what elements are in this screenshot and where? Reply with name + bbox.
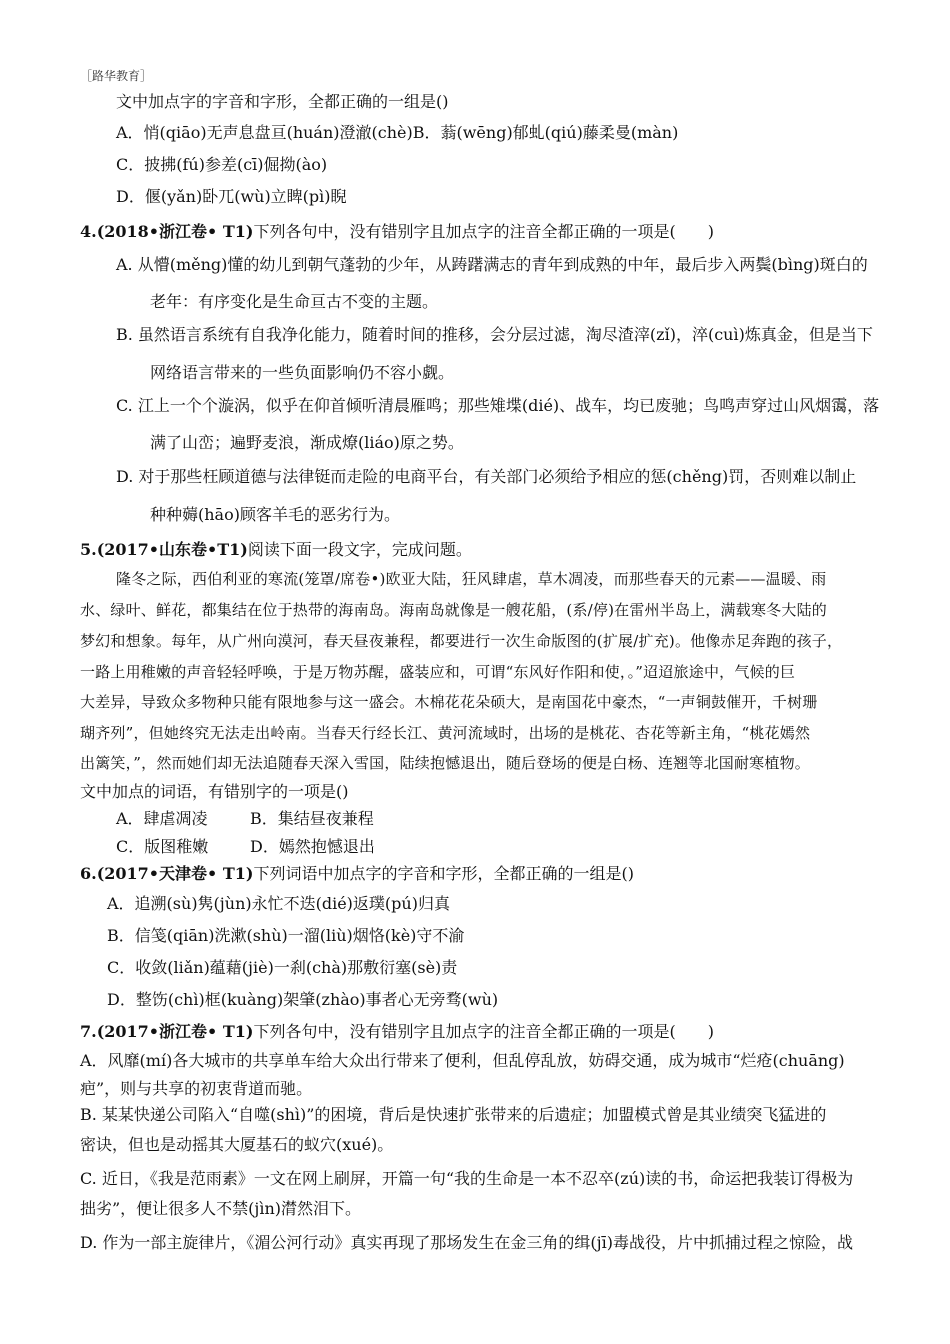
q7-label: 7.(2017•浙江卷• T1) bbox=[80, 1022, 254, 1041]
q4-option-b-line2: 网络语言带来的一些负面影响仍不容小觑。 bbox=[150, 363, 455, 382]
q4-option-b-line1: B. 虽然语言系统有自我净化能力，随着时间的推移，会分层过滤，淘尽渣滓(zǐ)，淬(cuì)炼真金，但是当下 bbox=[116, 325, 873, 344]
q3-option-ab: A．悄(qiāo)无声息盘亘(huán)澄澈(chè)B．蓊(wēng)郁虬(qiú)藤柔曼(màn) bbox=[116, 123, 679, 142]
q6-label: 6.(2017•天津卷• T1) bbox=[80, 864, 254, 883]
q7-stem: 下列各句中，没有错别字且加点字的注音全都正确的一项是( ) bbox=[253, 1022, 714, 1041]
q5-passage-line: 水、绿叶、鲜花，都集结在位于热带的海南岛。海南岛就像是一艘花船，(系/停)在雷州半岛上，满载寒冬大陆的 bbox=[80, 601, 827, 619]
q6-option-d: D．整饬(chì)框(kuàng)架肇(zhào)事者心无旁骛(wù) bbox=[107, 990, 499, 1009]
q4-question bbox=[80, 222, 714, 242]
q6-option-c: C．收敛(liǎn)蕴藉(jiè)一刹(chà)那敷衍塞(sè)责 bbox=[107, 958, 458, 977]
q5-passage-line: 出篱笑，”，然而她们却无法追随春天深入雪国，陆续抱憾退出，随后登场的便是白杨、连翘等北国耐寒植物。 bbox=[80, 754, 810, 772]
q7-option-c-line2: 拙劣”，便让很多人不禁(jìn)潸然泪下。 bbox=[80, 1199, 362, 1218]
q5-stem: 阅读下面一段文字，完成问题。 bbox=[247, 540, 472, 559]
q3-option-c: C．披拂(fú)参差(cī)倔拗(ào) bbox=[116, 155, 328, 174]
q7-option-b-line1: B. 某某快递公司陷入“自噬(shì)”的困境，背后是快速扩张带来的后遗症；加盟模式曾是其业绩突飞猛进的 bbox=[80, 1105, 827, 1124]
q7-question bbox=[80, 1022, 714, 1042]
q7-option-a-line2: 疤”，则与共享的初衷背道而驰。 bbox=[80, 1079, 313, 1098]
q5-passage-line: 大差异，导致众多物种只能有限地参与这一盛会。木棉花花朵硕大，是南国花中豪杰，“一声铜鼓催开，千树珊 bbox=[80, 693, 818, 711]
q4-option-a-line1: A. 从懵(měng)懂的幼儿到朝气蓬勃的少年，从踌躇满志的青年到成熟的中年，最后步入两鬓(bìng)斑白的 bbox=[116, 255, 868, 274]
q4-label: 4.(2018•浙江卷• T1) bbox=[80, 222, 254, 241]
q4-stem: 下列各句中，没有错别字且加点字的注音全都正确的一项是( ) bbox=[253, 222, 714, 241]
q6-question bbox=[80, 864, 634, 884]
q6-option-b: B．信笺(qiān)洗漱(shù)一溜(liù)烟恪(kè)守不渝 bbox=[107, 926, 465, 945]
q6-option-a: A．追溯(sù)隽(jùn)永忙不迭(dié)返璞(pú)归真 bbox=[107, 894, 450, 913]
q5-passage-line: 瑚齐列”，但她终究无法走出岭南。当春天行经长江、黄河流域时，出场的是桃花、杏花等新主角，“桃花嫣然 bbox=[80, 724, 811, 742]
q5-passage-line: 一路上用稚嫩的声音轻轻呼唤，于是万物苏醒，盛装应和，可谓“东风好作阳和使，。”迢迢旅途中，气候的巨 bbox=[80, 663, 796, 681]
source-header: ［路华教育］ bbox=[80, 69, 153, 83]
q7-option-d-line1: D. 作为一部主旋律片，《湄公河行动》真实再现了那场发生在金三角的缉(jī)毒战役，片中抓捕过程之惊险，战 bbox=[80, 1233, 853, 1252]
q7-option-b-line2: 密诀，但也是动摇其大厦基石的蚁穴(xué)。 bbox=[80, 1135, 394, 1154]
q3-stem: 文中加点字的字音和字形，全都正确的一组是() bbox=[116, 92, 449, 111]
q5-passage-line: 梦幻和想象。每年，从广州向漠河，春天昼夜兼程，都要进行一次生命版图的(扩展/扩充)。他像赤足奔跑的孩子， bbox=[80, 632, 843, 650]
q5-passage-line: 隆冬之际，西伯利亚的寒流(笼罩/席卷•)欧亚大陆，狂风肆虐，草木凋凌，而那些春天的元素——温暖、雨 bbox=[116, 570, 827, 588]
q5-option-d: D．嫣然抱憾退出 bbox=[250, 837, 375, 856]
q5-option-a: A．肆虐凋凌 bbox=[116, 809, 208, 828]
q5-question bbox=[80, 540, 472, 560]
q4-option-d-line1: D. 对于那些枉顾道德与法律铤而走险的电商平台，有关部门必须给予相应的惩(chěng)罚，否则难以制止 bbox=[116, 467, 857, 486]
q4-option-a-line2: 老年：有序变化是生命亘古不变的主题。 bbox=[150, 292, 439, 311]
q5-option-b: B．集结昼夜兼程 bbox=[250, 809, 374, 828]
q5-stem2: 文中加点的词语，有错别字的一项是() bbox=[80, 782, 349, 801]
q3-option-d: D．偃(yǎn)卧兀(wù)立睥(pì)睨 bbox=[116, 187, 347, 206]
q6-stem: 下列词语中加点字的字音和字形，全都正确的一组是() bbox=[253, 864, 634, 883]
q4-option-d-line2: 种种薅(hāo)顾客羊毛的恶劣行为。 bbox=[150, 505, 400, 524]
q5-option-c: C．版图稚嫩 bbox=[116, 837, 209, 856]
q7-option-c-line1: C. 近日，《我是范雨素》一文在网上刷屏，开篇一句“我的生命是一本不忍卒(zú)读的书，命运把我装订得极为 bbox=[80, 1169, 854, 1188]
q4-option-c-line2: 满了山峦；遍野麦浪，渐成燎(liáo)原之势。 bbox=[150, 433, 464, 452]
q5-label: 5.(2017•山东卷•T1) bbox=[80, 540, 248, 559]
q4-option-c-line1: C. 江上一个个漩涡，似乎在仰首倾听清晨雁鸣；那些雉堞(dié)、战车，均已废驰；鸟鸣声穿过山风烟霭，落 bbox=[116, 396, 880, 415]
q7-option-a-line1: A．风靡(mí)各大城市的共享单车给大众出行带来了便利，但乱停乱放，妨碍交通，成为城市“烂疮(chuāng) bbox=[80, 1051, 845, 1070]
